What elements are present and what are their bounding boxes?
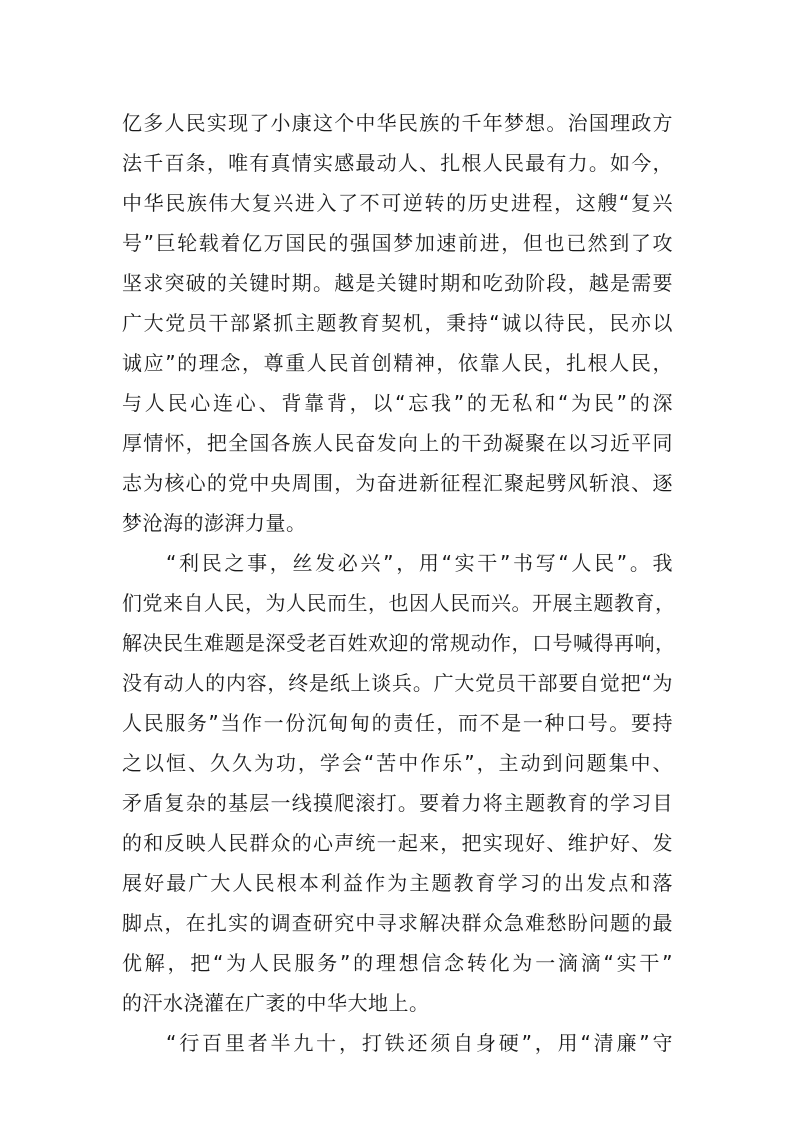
text-line: 志为核心的党中央周围，为奋进新征程汇聚起劈风斩浪、逐	[122, 471, 673, 495]
text-line: 人民服务”当作一份沉甸甸的责任，而不是一种口号。要持	[122, 711, 673, 735]
text-line: 脚点，在扎实的调查研究中寻求解决群众急难愁盼问题的最	[122, 911, 673, 935]
text-line: 解决民生难题是深受老百姓欢迎的常规动作，口号喊得再响，	[122, 631, 676, 655]
document-body	[122, 103, 676, 1063]
text-line: 广大党员干部紧抓主题教育契机，秉持“诚以待民，民亦以	[122, 311, 673, 335]
text-line: 的汗水浇灌在广袤的中华大地上。	[122, 991, 430, 1015]
text-line: 们党来自人民，为人民而生，也因人民而兴。开展主题教育，	[122, 591, 676, 615]
text-line: 梦沧海的澎湃力量。	[122, 511, 307, 535]
text-line: 厚情怀，把全国各族人民奋发向上的干劲凝聚在以习近平同	[122, 431, 673, 455]
text-line: 法千百条，唯有真情实感最动人、扎根人民最有力。如今，	[122, 151, 673, 175]
text-line: 中华民族伟大复兴进入了不可逆转的历史进程，这艘“复兴	[122, 191, 673, 215]
text-line: 没有动人的内容，终是纸上谈兵。广大党员干部要自觉把“为	[122, 671, 673, 695]
text-line: 诚应”的理念，尊重人民首创精神，依靠人民，扎根人民，	[122, 351, 673, 375]
text-line: 坚求突破的关键时期。越是关键时期和吃劲阶段，越是需要	[122, 271, 673, 295]
paragraph-first-line: “行百里者半九十，打铁还须自身硬”，用“清廉”守	[166, 1031, 673, 1055]
text-line: 矛盾复杂的基层一线摸爬滚打。要着力将主题教育的学习目	[122, 791, 673, 815]
text-line: 号”巨轮载着亿万国民的强国梦加速前进，但也已然到了攻	[122, 231, 673, 255]
text-line: 的和反映人民群众的心声统一起来，把实现好、维护好、发	[122, 831, 673, 855]
paragraph-first-line: “利民之事，丝发必兴”，用“实干”书写“人民”。我	[166, 551, 673, 575]
text-line: 亿多人民实现了小康这个中华民族的千年梦想。治国理政方	[122, 111, 673, 135]
text-line: 优解，把“为人民服务”的理想信念转化为一滴滴“实干”	[122, 951, 673, 975]
text-line: 之以恒、久久为功，学会“苦中作乐”，主动到问题集中、	[122, 751, 673, 775]
text-line: 展好最广大人民根本利益作为主题教育学习的出发点和落	[122, 871, 673, 895]
text-line: 与人民心连心、背靠背，以“忘我”的无私和“为民”的深	[122, 391, 673, 415]
